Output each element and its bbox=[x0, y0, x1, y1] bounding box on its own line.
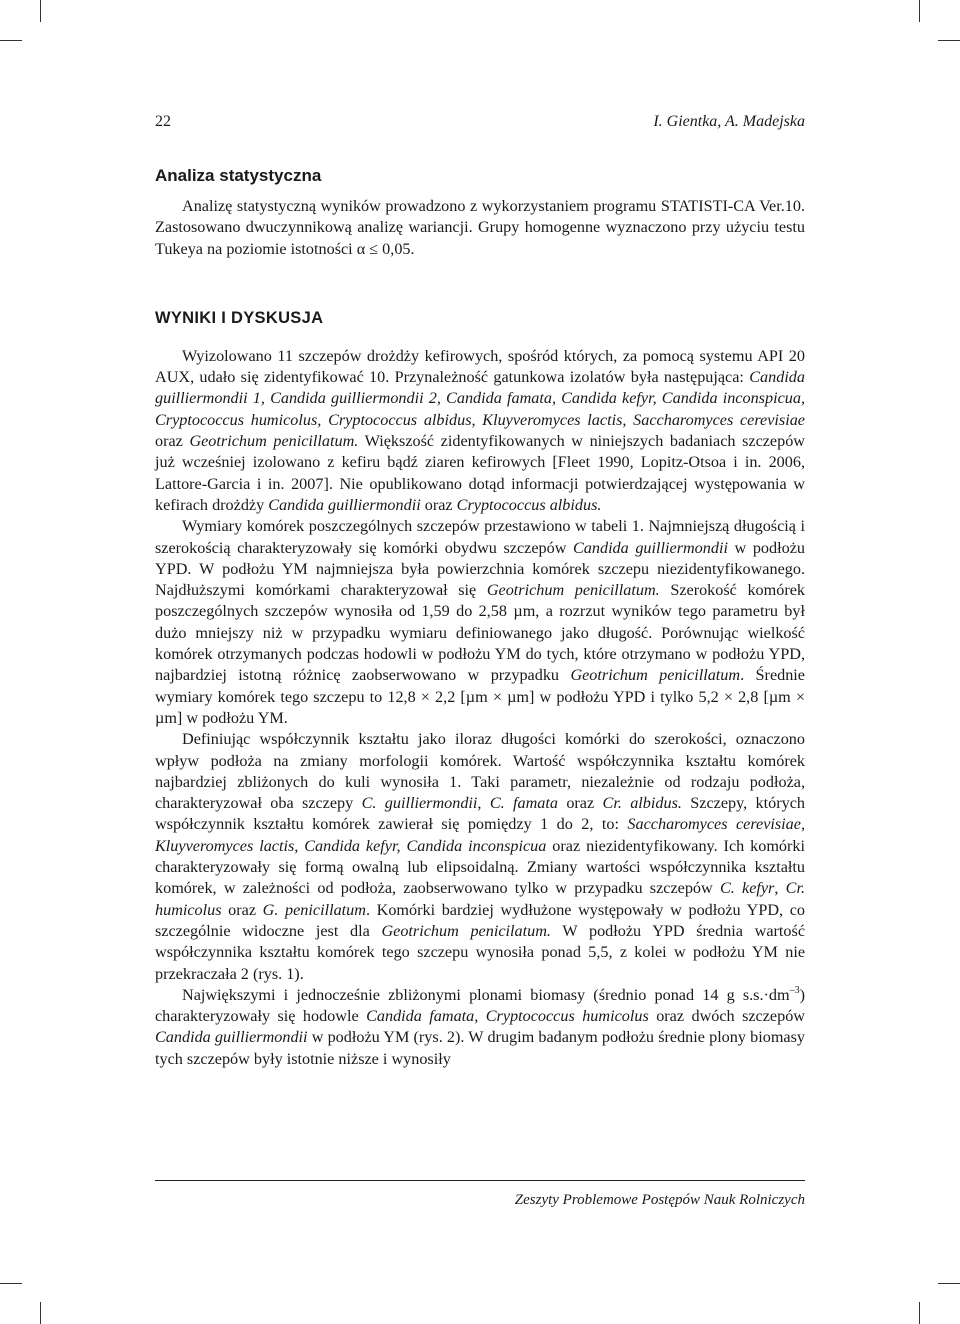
paragraph-results-2: Wymiary komórek poszczególnych szczepów przestawiono w tabeli 1. Najmniejszą długością i szerokością charakteryzowały się komórki obydwu szczepów Candida guilliermondii w podłożu YPD. W podłożu YM najmniejsza była powierzchnia komórek szczepu niezidentyfikowanego. Najdłuższymi komórkami charakteryzował się Geotrichum penicillatum. Szerokość komórek poszczególnych szczepów wynosiła od 1,59 do 2,58 µm, a rozrzut wyników tego parametru był dużo mniejszy niż w przypadku wymiaru definiowanego jako długość. Porównując wielkość komórek otrzymanych podczas hodowli w podłożu YM do tych, które otrzymano w podłożu YPD, najbardziej istotną różnicę zaobserwowano w przypadku Geotrichum penicillatum. Średnie wymiary komórek tego szczepu to 12,8 × 2,2 [µm × µm] w podłożu YPD i tylko 5,2 × 2,8 [µm × µm] w podłożu YM. bbox=[155, 517, 805, 727]
crop-mark bbox=[938, 40, 960, 41]
crop-mark bbox=[919, 1302, 920, 1324]
paragraph-results-3: Definiując współczynnik kształtu jako iloraz długości komórki do szerokości, oznaczono wpływ podłoża na zmiany morfologii komórek. Wartość współczynnika kształtu komórek najbardziej zbliżonych do kuli wynosiła 1. Taki parametr, niezależnie od rodzaju podłoża, charakteryzował oba szczepy C. guilliermondii, C. famata oraz Cr. albidus. Szczepy, których współczynnik kształtu komórek zawierał się pomiędzy 1 do 2, to: Saccharomyces cerevisiae, Kluyveromyces lactis, Candida kefyr, Candida inconspicua oraz niezidentyfikowany. Ich komórki charakteryzowały się formą owalną lub elipsoidalną. Zmiany wartości współczynnika kształtu komórek, w zależności od podłoża, zaobserwowano tylko w przypadku szczepów C. kefyr, Cr. humicolus oraz G. penicillatum. Komórki bardziej wydłużone występowały w podłożu YPD, co szczególnie widoczne jest dla Geotrichum penicilatum. W podłożu YPD średnia wartość współczynnika kształtu komórek tego szczepu wynosiła ponad 5,5, z kolei w podłożu YM nie przekraczała 2 (rys. 1). bbox=[155, 730, 806, 983]
page-body bbox=[155, 164, 805, 1070]
crop-mark bbox=[40, 1302, 41, 1324]
journal-footer: Zeszyty Problemowe Postępów Nauk Rolniczych bbox=[514, 1192, 805, 1208]
crop-mark bbox=[938, 1283, 960, 1284]
footer-rule bbox=[155, 1180, 805, 1181]
paragraph-results-4: Największymi i jednocześnie zbliżonymi plonami biomasy (średnio ponad 14 g $s.s.\cdot dm^{-3}$) charakteryzowały się hodowle Candida famata, Cryptococcus humicolus oraz dwóch szczepów Candida guilliermondii w podłożu YM (rys. 2). W drugim badanym podłożu średnie plony biomasy tych szczepów były istotnie niższe i wynosiły bbox=[155, 984, 805, 1068]
page-number: 22 bbox=[155, 113, 171, 130]
crop-mark bbox=[919, 0, 920, 22]
paragraph-statistics: Analizę statystyczną wyników prowadzono z wykorzystaniem programu STATISTI-CA Ver.10. Zastosowano dwuczynnikową analizę wariancji. Grupy homogenne wyznaczono przy użyciu testu Tukeya na poziomie istotności α ≤ 0,05. bbox=[155, 197, 805, 258]
section-heading-results: WYNIKI I DYSKUSJA bbox=[155, 308, 324, 327]
crop-mark bbox=[0, 1283, 22, 1284]
crop-mark bbox=[40, 0, 41, 22]
paragraph-results-1: Wyizolowano 11 szczepów drożdży kefirowych, spośród których, za pomocą systemu API 20 AUX, udało się zidentyfikować 10. Przynależność gatunkowa izolatów była następująca: Candida guilliermondii 1, Candida guilliermondii 2, Candida famata, Candida kefyr, Candida inconspicua, Cryptococcus humicolus, Cryptococcus albidus, Kluyveromyces lactis, Saccharomyces cerevisiae oraz Geotrichum penicillatum. Większość zidentyfikowanych w niniejszych badaniach szczepów już wcześniej izolowano z kefiru bądź ziaren kefirowych [Fleet 1990, Lopitz-Otsoa i in. 2006, Lattore-Garcia i in. 2007]. Nie opublikowano dotąd informacji potwierdzającej występowania w kefirach drożdży Candida guilliermondii oraz Cryptococcus albidus. bbox=[155, 346, 805, 514]
section-heading-statistics: Analiza statystyczna bbox=[155, 166, 322, 185]
crop-mark bbox=[0, 40, 22, 41]
running-head: I. Gientka, A. Madejska bbox=[653, 113, 805, 130]
